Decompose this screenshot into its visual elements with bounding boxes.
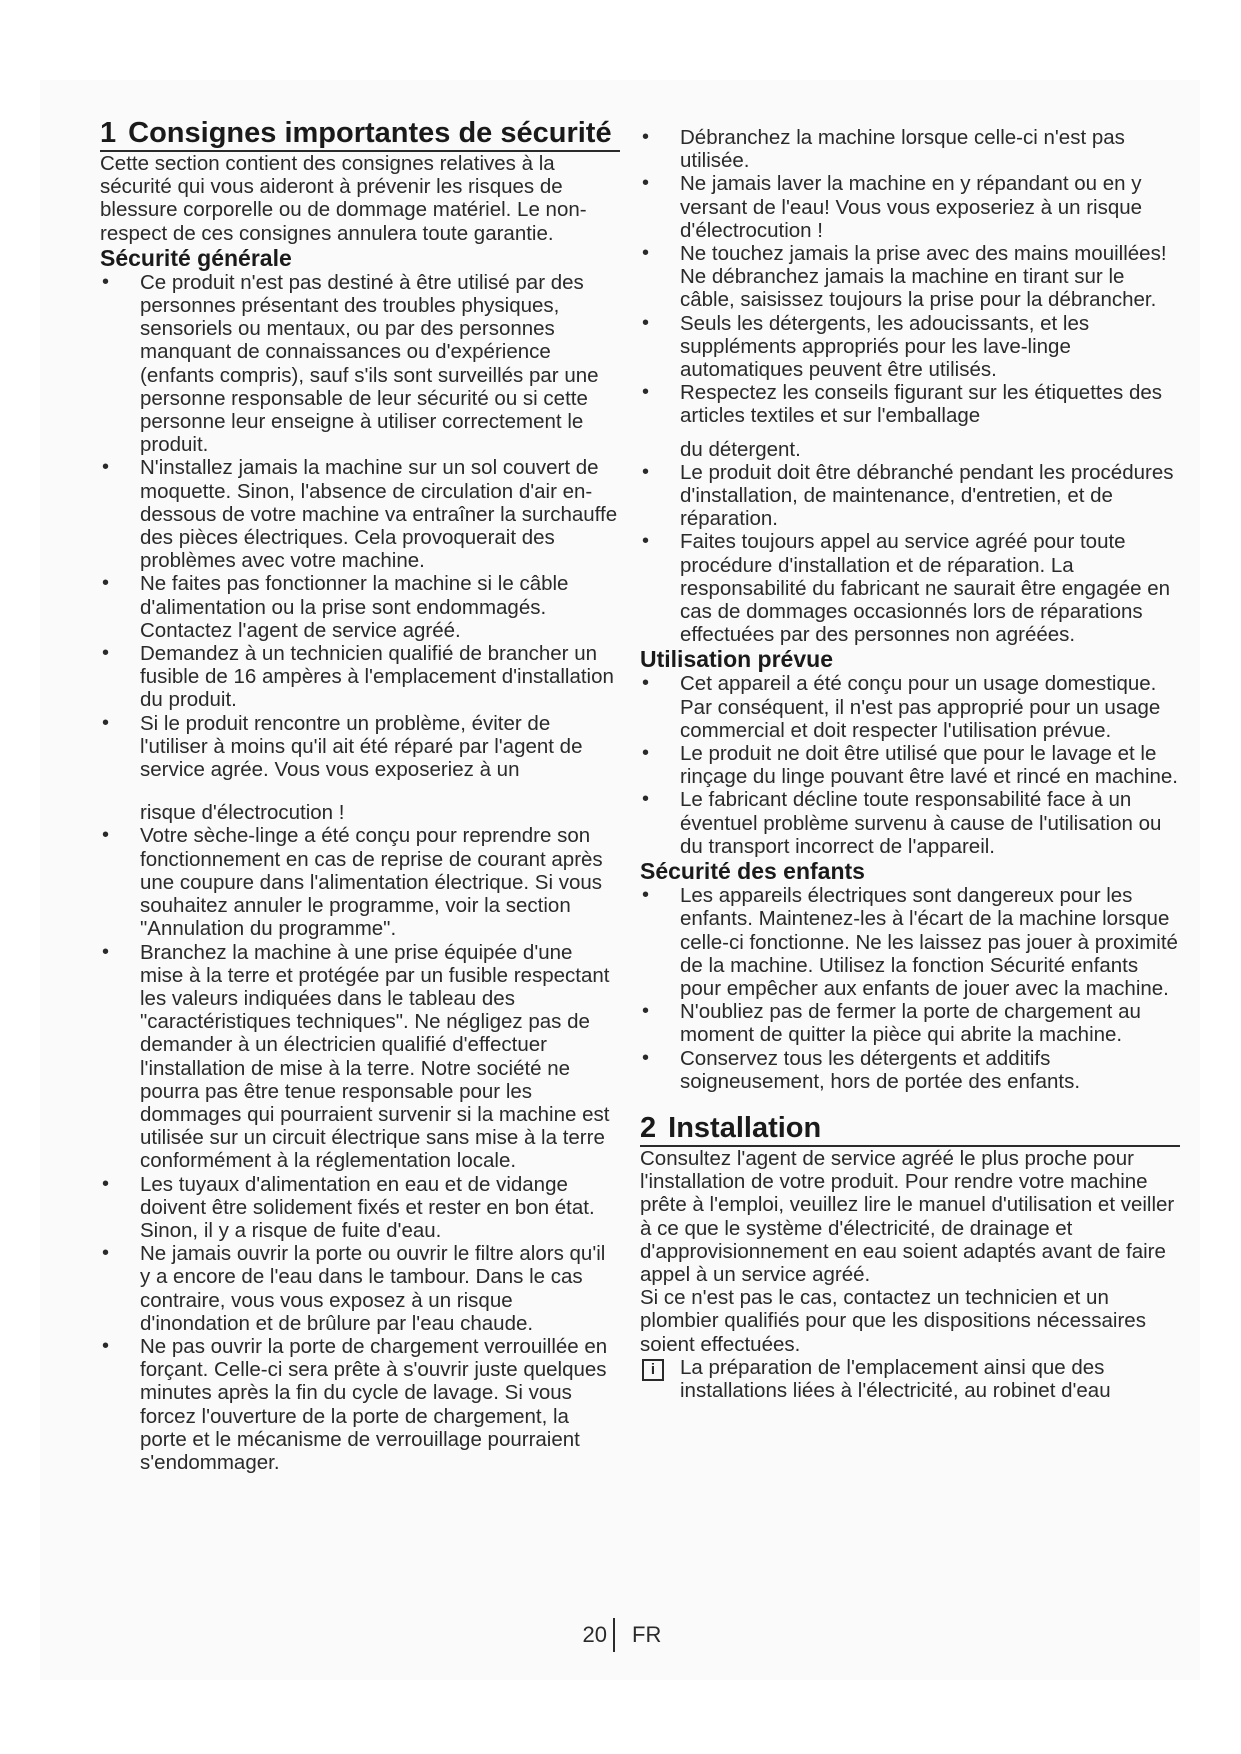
child-safety-heading: Sécurité des enfants [640, 858, 865, 885]
left-column [100, 118, 620, 1474]
continuation-text: du détergent. [680, 437, 801, 461]
list-item: • Ce produit n'est pas destiné à être utilisé par des personnes présentant des troubles physiques, sensoriels ou mentaux, ou par des personnes manquant de connaissances ou d'expérience (enfants compris), sauf s'ils sont surveillés par une personne responsable de leur sécurité ou si cette personne leur enseigne à utiliser correctement le produit. [100, 271, 620, 457]
list-item: • Cet appareil a été conçu pour un usage domestique. Par conséquent, il n'est pas approprié pour un usage commercial et doit respecter l'utilisation prévue. [640, 672, 1180, 742]
general-safety-list-continued [100, 824, 620, 1474]
list-item: • Seuls les détergents, les adoucissants, et les suppléments appropriés pour les lave-linge automatiques peuvent être utilisés. [640, 312, 1180, 382]
installation-paragraph: Consultez l'agent de service agréé le plus proche pour l'installation de votre produit. Pour rendre votre machine prête à l'emploi, veuillez lire le manuel d'utilisation et veiller à ce que le système d'électricité, de drainage et d'approvisionnement en eau soient adaptés avant de faire appel à un service agréé. [640, 1146, 1175, 1286]
list-item: • N'installez jamais la machine sur un sol couvert de moquette. Sinon, l'absence de circulation d'air en-dessous de votre machine va entraîner la surchauffe des pièces électriques. Cela provoquerait des problèmes avec votre machine. [100, 456, 620, 572]
right-column [640, 126, 1180, 1402]
list-item: • Branchez la machine à une prise équipée d'une mise à la terre et protégée par un fusible respectant les valeurs indiquées dans le tableau des "caractéristiques techniques". Ne négligez pas de demander à un électricien qualifié d'effectuer l'installation de mise à la terre. Notre société ne pourra pas être tenue responsable pour les dommages qui pourraient survenir si la machine est utilisée sur un circuit électrique sans mise à la terre conformément à la réglementation locale. [100, 941, 620, 1173]
spacer [100, 781, 620, 801]
list-item: • Le produit doit être débranché pendant les procédures d'installation, de maintenance, d'entretien, et de réparation. [640, 461, 1180, 531]
list-item: • Ne jamais laver la machine en y répandant ou en y versant de l'eau! Vous vous exposeriez à un risque d'électrocution ! [640, 172, 1180, 242]
info-note-text: La préparation de l'emplacement ainsi que des installations liées à l'électricité, au robinet d'eau [680, 1355, 1111, 1402]
section-1-heading [100, 118, 620, 152]
section-2-heading [640, 1113, 1180, 1147]
spacer [640, 1093, 1180, 1113]
list-item: • Ne faites pas fonctionner la machine si le câble d'alimentation ou la prise sont endommagés. Contactez l'agent de service agréé. [100, 572, 620, 642]
section-number: 2 [640, 1111, 657, 1144]
list-item: • Le fabricant décline toute responsabilité face à un éventuel problème survenu à cause de l'utilisation ou du transport incorrect de l'appareil. [640, 788, 1180, 858]
spacer [640, 428, 1180, 438]
list-item: • Les tuyaux d'alimentation en eau et de vidange doivent être solidement fixés et rester en bon état. Sinon, il y a risque de fuite d'eau. [100, 1173, 620, 1243]
footer-divider [613, 1618, 615, 1652]
list-item: • Le produit ne doit être utilisé que pour le lavage et le rinçage du linge pouvant être lavé et rincé en machine. [640, 742, 1180, 788]
continuation-text: risque d'électrocution ! [140, 801, 345, 825]
list-item: • Demandez à un technicien qualifié de brancher un fusible de 16 ampères à l'emplacement d'installation du produit. [100, 642, 620, 712]
list-item: • Si le produit rencontre un problème, éviter de l'utiliser à moins qu'il ait été réparé par l'agent de service agrée. Vous vous exposeriez à un [100, 712, 620, 782]
list-item: • Ne touchez jamais la prise avec des mains mouillées! Ne débranchez jamais la machine en tirant sur le câble, saisissez toujours la prise pour la débrancher. [640, 242, 1180, 312]
info-note [640, 1356, 1180, 1402]
general-safety-heading: Sécurité générale [100, 244, 292, 271]
installation-paragraph-2: Si ce n'est pas le cas, contactez un technicien et un plombier qualifiés pour que les dispositions nécessaires soient effectuées. [640, 1286, 1146, 1356]
list-item: • Ne jamais ouvrir la porte ou ouvrir le filtre alors qu'il y a encore de l'eau dans le tambour. Dans le cas contraire, vous vous exposez à un risque d'inondation et de brûlure par l'eau chaude. [100, 1242, 620, 1335]
intended-use-heading: Utilisation prévue [640, 646, 833, 673]
intended-use-list [640, 672, 1180, 858]
list-item: • Les appareils électriques sont dangereux pour les enfants. Maintenez-les à l'écart de la machine lorsque celle-ci fonctionne. Ne les laissez pas jouer à proximité de la machine. Utilisez la fonction Sécurité enfants pour empêcher aux enfants de jouer avec la machine. [640, 884, 1180, 1000]
list-item: • Conservez tous les détergents et additifs soigneusement, hors de portée des enfants. [640, 1047, 1180, 1093]
list-item: • Faites toujours appel au service agréé pour toute procédure d'installation et de réparation. La responsabilité du fabricant ne saurait être engagée en cas de dommages occasionnés lors de réparations effectuées par des personnes non agréées. [640, 530, 1180, 646]
section-title: Consignes importantes de sécurité [128, 117, 612, 149]
list-item: • N'oubliez pas de fermer la porte de chargement au moment de quitter la pièce qui abrite la machine. [640, 1000, 1180, 1046]
general-safety-list [100, 271, 620, 781]
list-item: • Débranchez la machine lorsque celle-ci n'est pas utilisée. [640, 126, 1180, 172]
list-item: • Votre sèche-linge a été conçu pour reprendre son fonctionnement en cas de reprise de courant après une coupure dans l'alimentation électrique. Si vous souhaitez annuler le programme, voir la section "Annulation du programme". [100, 824, 620, 940]
section-title: Installation [668, 1111, 822, 1144]
page-number: 20 [582, 1622, 607, 1647]
language-code: FR [632, 1622, 662, 1647]
section-1-intro: Cette section contient des consignes relatives à la sécurité qui vous aideront à prévenir les risques de blessure corporelle ou de dommage matériel. Le non-respect de ces consignes annulera toute garantie. [100, 152, 587, 245]
child-safety-list [640, 884, 1180, 1093]
list-item: • Respectez les conseils figurant sur les étiquettes des articles textiles et sur l'emballage [640, 381, 1180, 427]
info-icon: i [642, 1359, 664, 1381]
general-safety-list-right [640, 126, 1180, 428]
general-safety-list-right-continued [640, 461, 1180, 647]
list-item: • Ne pas ouvrir la porte de chargement verrouillée en forçant. Celle-ci sera prête à s'ouvrir juste quelques minutes après la fin du cycle de lavage. Si vous forcez l'ouverture de la porte de chargement, la porte et le mécanisme de verrouillage pourraient s'endommager. [100, 1335, 620, 1474]
section-number: 1 [100, 117, 117, 149]
